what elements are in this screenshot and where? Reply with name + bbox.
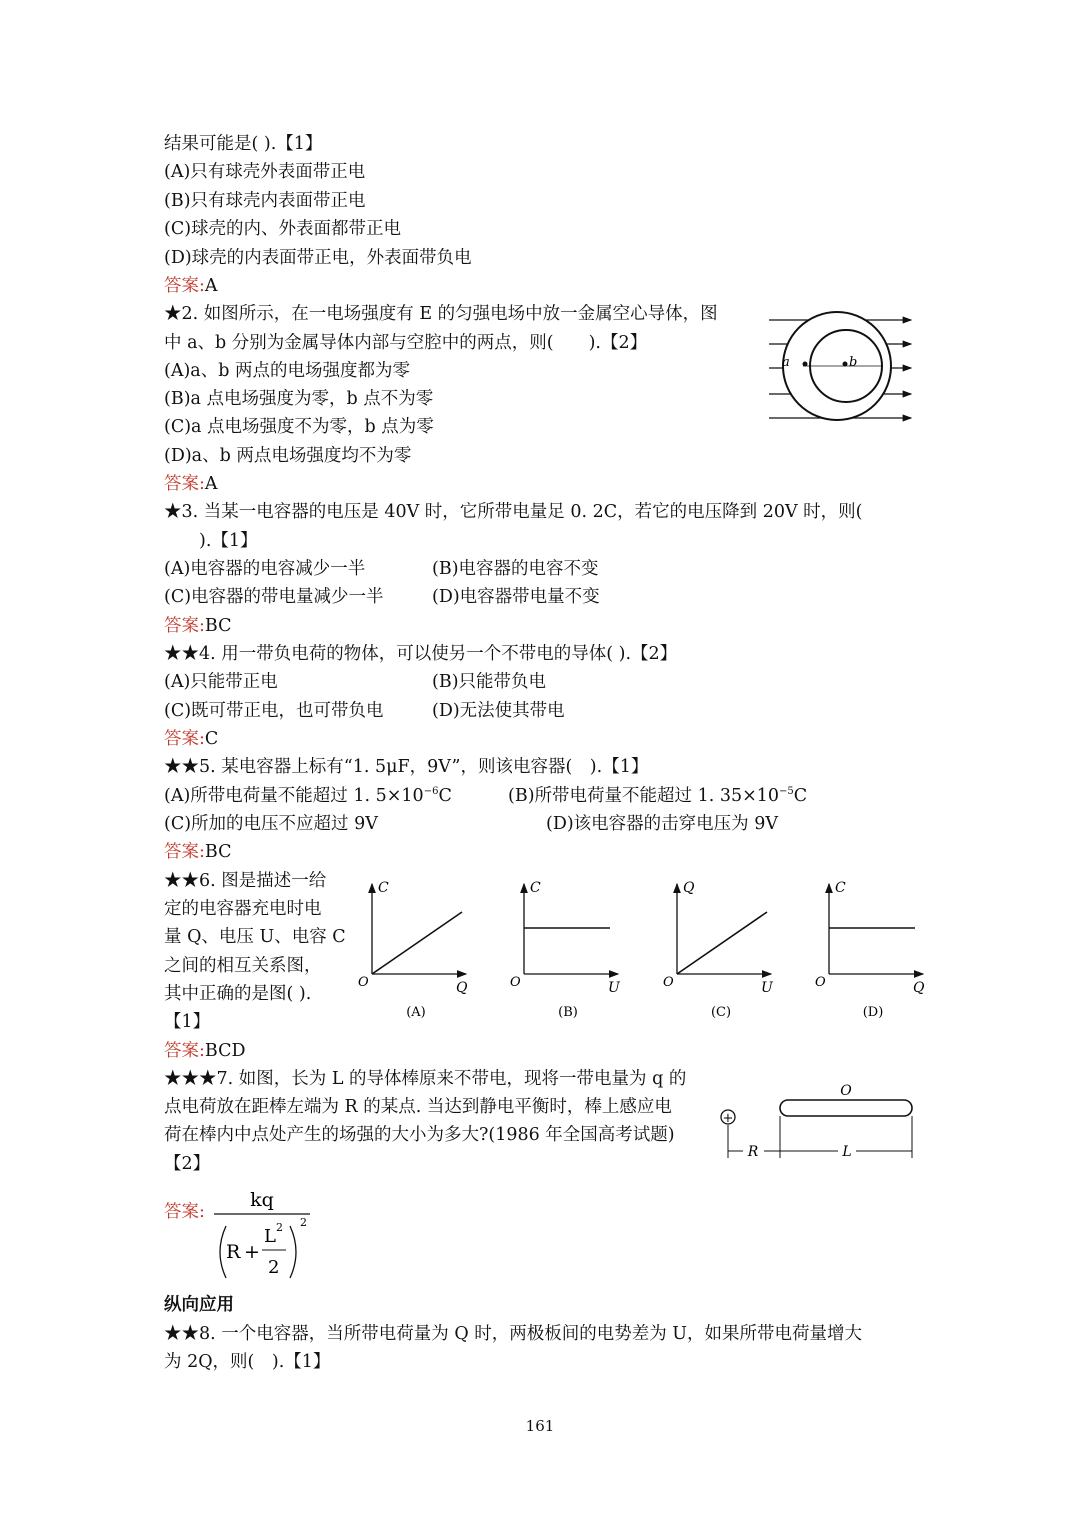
panel-label: (D) (862, 1005, 884, 1020)
option-line: (A)只有球壳外表面带正电 (164, 162, 366, 182)
answer-label: 答案: (164, 276, 205, 296)
option-line: (D)该电容器的击穿电压为 9V (546, 814, 779, 834)
rod-figure (718, 1080, 920, 1162)
graph-line (372, 912, 462, 974)
answer-label: 答案: (164, 729, 205, 749)
panel-label: (A) (406, 1005, 426, 1020)
question-line: 之间的相互关系图， (164, 956, 322, 976)
label-a: a (782, 355, 790, 370)
y-axis-label: C (530, 880, 541, 896)
option-line: (C)球壳的内、外表面都带正电 (164, 219, 402, 239)
formula-denominator: 2 (268, 1257, 280, 1278)
option-line: (D)电容器带电量不变 (432, 587, 600, 607)
label-b: b (849, 355, 858, 370)
text-line: 结果可能是( ).【1】 (164, 134, 323, 154)
conductor-rod (780, 1100, 912, 1116)
option-line: (A)a、b 两点的电场强度都为零 (164, 361, 410, 381)
question-line: 定的电容器充电时电 (164, 899, 322, 919)
question-line: ★★4. 用一带负电荷的物体，可以使另一个不带电的导体( ).【2】 (164, 644, 678, 664)
graph-panels (350, 870, 930, 1030)
option-line: (C)既可带正电，也可带负电 (164, 701, 384, 721)
question-line: ★2. 如图所示，在一电场强度有 E 的匀强电场中放一金属空心导体，图 (164, 304, 718, 324)
hollow-conductor-figure (765, 308, 915, 428)
x-axis-label: U (608, 980, 620, 996)
answer-value: A (204, 474, 218, 494)
option-line (508, 782, 807, 810)
question-line: ★★8. 一个电容器，当所带电荷量为 Q 时，两极板间的电势差为 U，如果所带电荷量增大 (164, 1324, 863, 1344)
origin-label: O (815, 975, 826, 990)
graph-panel (510, 880, 621, 1020)
option-line: (B)只有球壳内表面带正电 (164, 191, 366, 211)
option-text: (B)所带电荷量不能超过 1. 35×10 (508, 786, 780, 806)
answer-line (164, 725, 218, 753)
exponent: −6 (423, 786, 439, 798)
x-axis-label: Q (913, 980, 925, 996)
option-line: (B)a 点电场强度为零，b 点不为零 (164, 389, 434, 409)
option-unit: C (793, 786, 808, 806)
panel-label: (B) (558, 1005, 578, 1020)
section-heading: 纵向应用 (164, 1295, 234, 1315)
y-axis-label: C (835, 880, 846, 896)
answer-line (164, 1037, 246, 1065)
option-line: (D)a、b 两点电场强度均不为零 (164, 446, 412, 466)
answer-line (164, 470, 218, 498)
answer-value: BC (204, 842, 232, 862)
origin-label: O (358, 975, 369, 990)
option-line: (C)电容器的带电量减少一半 (164, 587, 384, 607)
answer-line (164, 272, 218, 300)
question-line: 为 2Q，则( ).【1】 (164, 1352, 331, 1372)
answer-label: 答案: (164, 616, 205, 636)
graph-panel (815, 880, 925, 1020)
option-line: (C)所加的电压不应超过 9V (164, 814, 378, 834)
option-text: (A)所带电荷量不能超过 1. 5×10 (164, 786, 424, 806)
origin-label: O (510, 975, 521, 990)
page-number: 161 (525, 1417, 555, 1435)
answer-line (164, 612, 231, 640)
question-line: 点电荷放在距棒左端为 R 的某点. 当达到静电平衡时，棒上感应电 (164, 1097, 672, 1117)
right-paren (290, 1226, 296, 1278)
answer-value: BCD (204, 1041, 246, 1061)
formula-L: L (264, 1226, 276, 1247)
formula-L-exponent: 2 (276, 1221, 283, 1234)
point-a (803, 362, 808, 367)
question-line: 荷在棒内中点处产生的场强的大小为多大?(1986 年全国高考试题) (164, 1125, 675, 1145)
option-line: (B)只能带负电 (432, 672, 547, 692)
formula-numerator: kq (250, 1189, 274, 1211)
answer-label (164, 1198, 205, 1226)
graph-panel (663, 880, 774, 1020)
formula-plus: + (244, 1241, 260, 1263)
x-axis-label: Q (456, 980, 468, 996)
question-line: 其中正确的是图( ). (164, 984, 312, 1004)
answer-label: 答案: (164, 1041, 205, 1061)
option-line: (A)只能带正电 (164, 672, 278, 692)
question-line: 量 Q、电压 U、电容 C (164, 927, 346, 947)
option-line: (B)电容器的电容不变 (432, 559, 599, 579)
answer-label-text: 答案: (164, 1202, 205, 1222)
question-line: ★★★7. 如图，长为 L 的导体棒原来不带电，现将一带电量为 q 的 (164, 1069, 687, 1089)
question-line: ★3. 当某一电容器的电压是 40V 时，它所带电量足 0. 2C，若它的电压降到 20V 时，则( (164, 502, 863, 522)
question-line: ).【1】 (164, 531, 258, 551)
label-R: R (747, 1144, 759, 1160)
formula-R: R (226, 1241, 241, 1263)
y-axis-label: Q (683, 880, 695, 896)
x-axis-label: U (761, 980, 773, 996)
answer-label: 答案: (164, 842, 205, 862)
option-line: (C)a 点电场强度不为零，b 点为零 (164, 417, 434, 437)
option-line (164, 782, 452, 810)
y-axis-label: C (378, 880, 389, 896)
option-line: (D)球壳的内表面带正电，外表面带负电 (164, 248, 472, 268)
question-line: 中 a、b 分别为金属导体内部与空腔中的两点，则( ).【2】 (164, 333, 648, 353)
answer-value: C (204, 729, 219, 749)
answer-label: 答案: (164, 474, 205, 494)
exponent: −5 (779, 786, 794, 798)
point-b (843, 362, 848, 367)
answer-formula (210, 1180, 320, 1285)
answer-value: A (204, 276, 218, 296)
charge-sign: + (722, 1111, 734, 1126)
question-line: ★★6. 图是描述一给 (164, 871, 327, 891)
graph-line (677, 912, 767, 974)
graph-panel (358, 880, 468, 1020)
option-line: (D)无法使其带电 (432, 701, 565, 721)
origin-label: O (663, 975, 674, 990)
panel-label: (C) (710, 1005, 732, 1020)
question-line: 【1】 (164, 1012, 211, 1032)
label-L: L (842, 1144, 852, 1160)
label-O: O (840, 1083, 852, 1099)
formula-outer-exponent: 2 (300, 1216, 307, 1229)
question-line: ★★5. 某电容器上标有“1. 5μF，9V”，则该电容器( ).【1】 (164, 757, 649, 777)
answer-line (164, 838, 231, 866)
option-line: (A)电容器的电容减少一半 (164, 559, 366, 579)
question-line: 【2】 (164, 1154, 211, 1174)
answer-value: BC (204, 616, 232, 636)
option-unit: C (438, 786, 452, 806)
